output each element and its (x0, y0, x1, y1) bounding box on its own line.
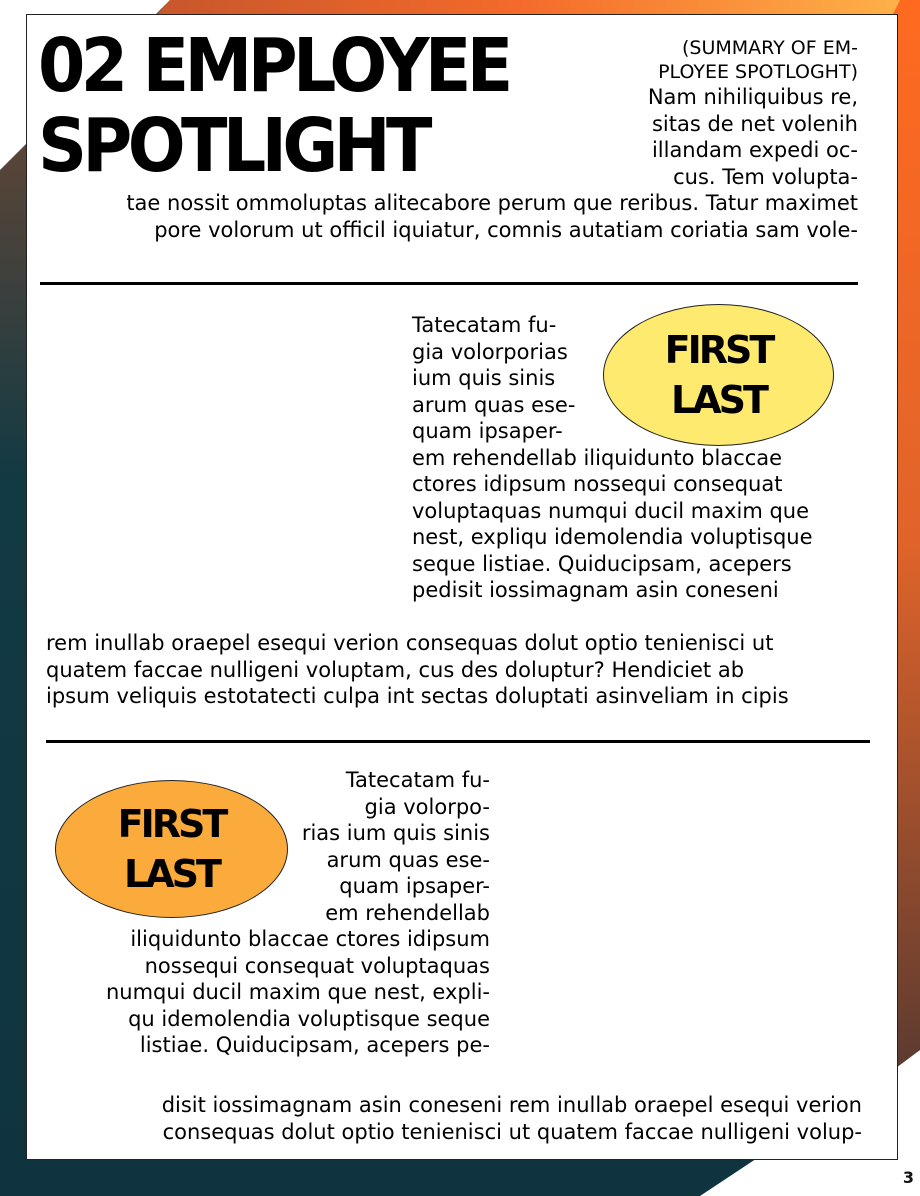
spotlight1-text-wide (46, 630, 789, 710)
body-line: ipsum veliquis estotatecti culpa int sectas doluptati asinveliam in cipis (46, 684, 789, 708)
employee-last-name: LAST (124, 852, 219, 896)
body-line: quatem faccae nulligeni voluptam, cus des doluptur? Hendiciet ab (46, 657, 745, 682)
summary-line: Nam nihiliquibus re, (647, 85, 858, 109)
body-line: numqui ducil maxim que nest, expli- (105, 980, 490, 1004)
body-line: voluptaquas numqui ducil maxim que (412, 498, 810, 523)
body-line: consequas dolut optio tenienisci ut quatem faccae nulligeni volup- (162, 1119, 862, 1144)
body-line: Tatecatam fu- (345, 768, 490, 792)
body-line: quam ipsaper- (339, 874, 490, 898)
body-line: ium quis sinis (412, 366, 556, 390)
body-line: qu idemolendia voluptisque seque (128, 1006, 490, 1031)
body-line: nossequi consequat voluptaquas (144, 953, 490, 978)
summary-line: pore volorum ut officil iquiatur, comnis autatiam coriatia sam vole- (154, 217, 858, 242)
summary-heading (658, 36, 858, 84)
summary-line: illandam expedi oc- (651, 138, 858, 162)
body-line: em rehendellab (325, 900, 490, 925)
body-line: arum quas ese- (326, 847, 490, 872)
body-line: seque listiae. Quiducipsam, acepers (412, 551, 792, 576)
body-line: Tatecatam fu- (412, 313, 557, 337)
body-line: arum quas ese- (412, 392, 576, 417)
body-line: rias ium quis sinis (301, 821, 490, 845)
spotlight2-text (106, 767, 490, 1059)
body-line: ctores idipsum nossequi consequat (412, 472, 783, 496)
title-line-1: 02 EMPLOYEE (38, 23, 509, 109)
employee-last-name: LAST (671, 378, 766, 422)
summary-text-wide (126, 190, 858, 243)
title-line-2: SPOTLIGHT (38, 103, 428, 189)
summary-text-narrow (648, 84, 858, 190)
page-title (38, 23, 509, 189)
body-line: nest, expliqu idemolendia voluptisque (412, 525, 813, 549)
spotlight1-text (412, 312, 813, 604)
body-line: gia volorporias (412, 339, 568, 364)
body-line: disit iossimagnam asin coneseni rem inullab oraepel esequi verion (161, 1093, 862, 1117)
body-line: em rehendellab iliquidunto blaccae (412, 445, 783, 470)
summary-line: (SUMMARY OF EM- (682, 37, 858, 59)
section-divider (46, 740, 870, 743)
body-line: listiae. Quiducipsam, acepers pe- (139, 1033, 490, 1057)
body-line: quam ipsaper- (412, 419, 563, 443)
body-line: rem inullab oraepel esequi verion consequas dolut optio tenienisci ut (46, 631, 774, 655)
summary-line: cus. Tem volupta- (673, 164, 858, 189)
body-line: iliquidunto blaccae ctores idipsum (130, 927, 490, 951)
spotlight2-text-wide (162, 1092, 862, 1145)
summary-line: tae nossit ommoluptas alitecabore perum que reribus. Tatur maximet (126, 191, 858, 215)
employee-first-name: FIRST (117, 802, 226, 846)
employee-first-name: FIRST (664, 328, 773, 372)
summary-line: PLOYEE SPOTLOGHT) (658, 61, 858, 83)
section-divider (40, 282, 858, 285)
page-number: 3 (902, 1168, 914, 1187)
summary-line: sitas de net volenih (651, 111, 858, 136)
body-line: pedisit iossimagnam asin coneseni (412, 578, 779, 602)
body-line: gia volorpo- (364, 794, 490, 819)
